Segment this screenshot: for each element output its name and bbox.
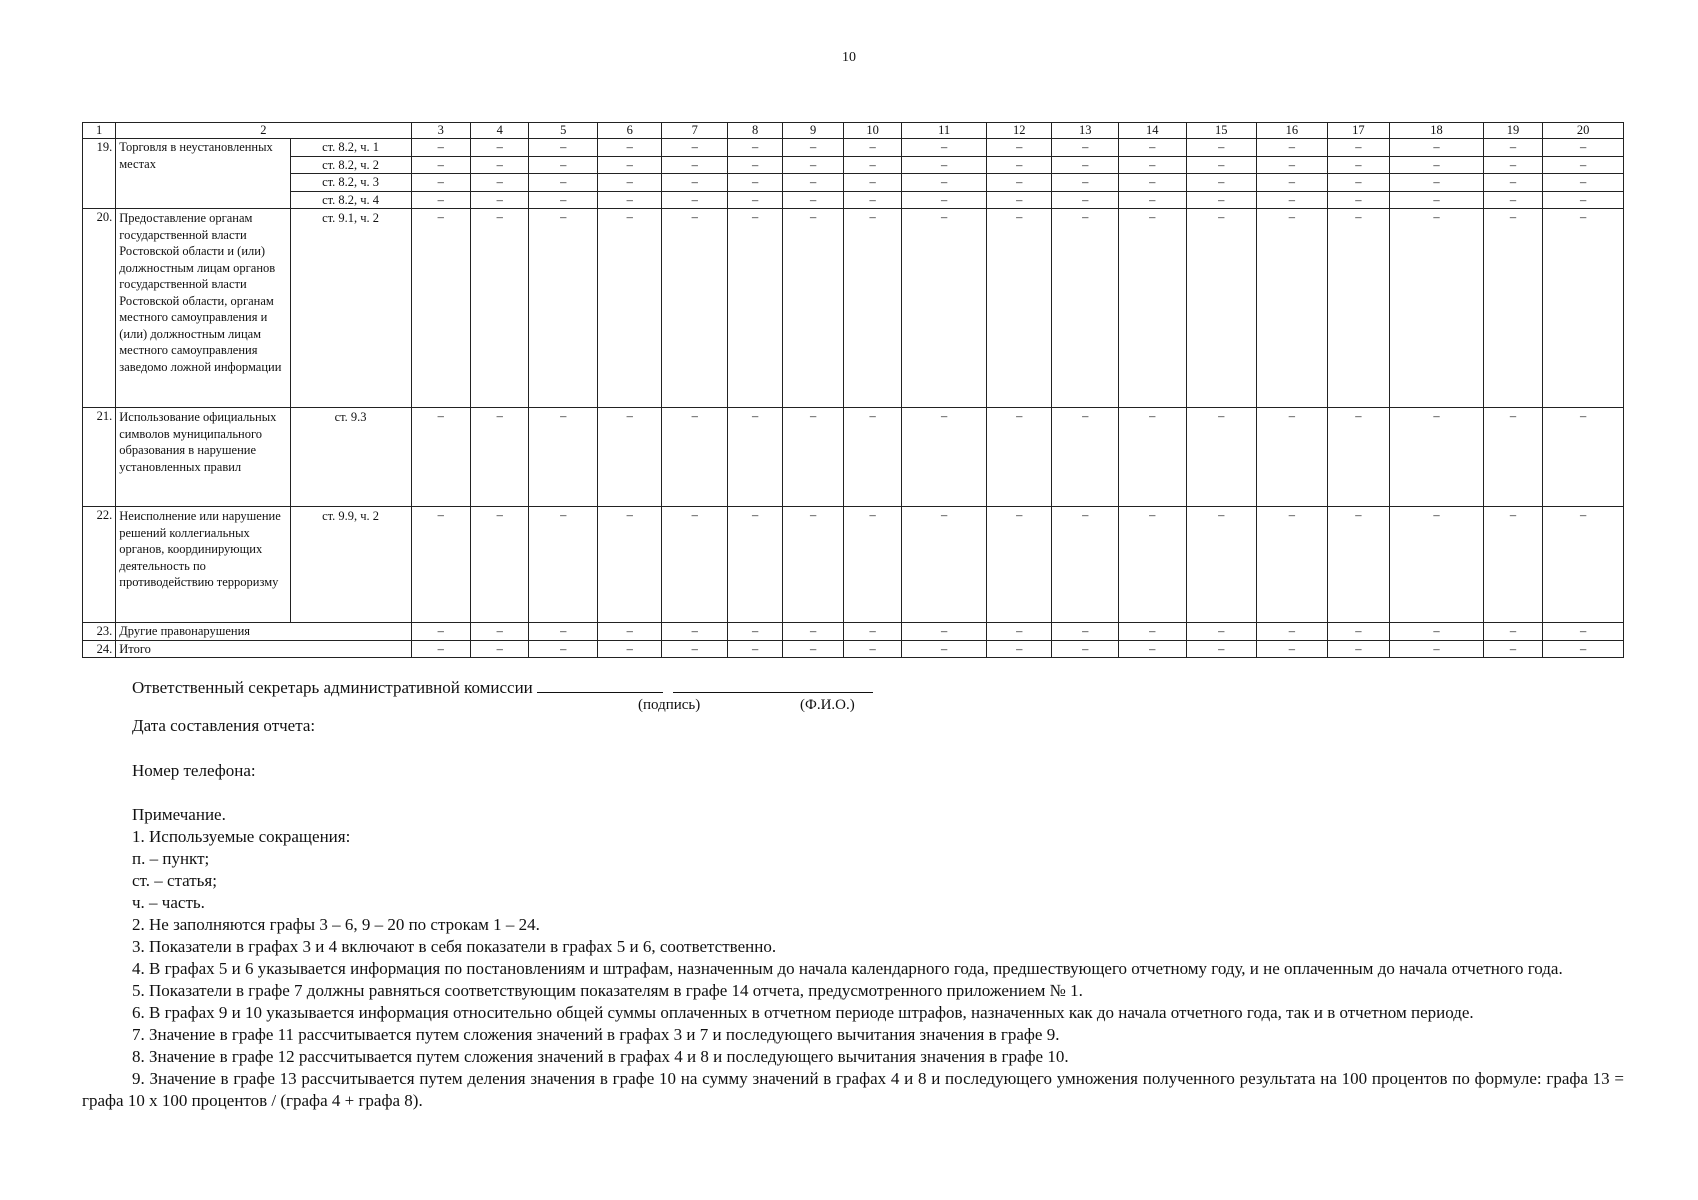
dash-cell: –	[1327, 209, 1389, 408]
dash-cell: –	[1257, 174, 1328, 192]
dash-cell: –	[470, 408, 528, 507]
dash-cell: –	[470, 156, 528, 174]
dash-cell: –	[1186, 640, 1257, 658]
dash-cell: –	[1052, 640, 1119, 658]
abbr-p: п. – пункт;	[132, 849, 210, 868]
header-cell: 20	[1543, 123, 1624, 139]
dash-cell: –	[1327, 507, 1389, 623]
row-name: Итого	[116, 640, 411, 658]
dash-cell: –	[597, 507, 662, 623]
table-row	[83, 408, 1624, 507]
header-cell: 10	[843, 123, 901, 139]
dash-cell: –	[1118, 408, 1186, 507]
dash-cell: –	[1118, 623, 1186, 641]
table-row	[83, 623, 1624, 641]
row-article: ст. 8.2, ч. 2	[290, 156, 411, 174]
dash-cell: –	[783, 623, 843, 641]
dash-cell: –	[662, 156, 728, 174]
dash-cell: –	[1052, 156, 1119, 174]
dash-cell: –	[597, 209, 662, 408]
note-1: 1. Используемые сокращения:	[132, 827, 351, 846]
table-row	[83, 191, 1624, 209]
dash-cell: –	[1257, 408, 1328, 507]
note-5: 5. Показатели в графе 7 должны равняться соответствующим показателям в графе 14 отчета, предусмотренного приложением № 1.	[132, 981, 1083, 1000]
dash-cell: –	[662, 640, 728, 658]
dash-cell: –	[986, 174, 1052, 192]
dash-cell: –	[1052, 623, 1119, 641]
dash-cell: –	[727, 191, 782, 209]
note-4: 4. В графах 5 и 6 указывается информация по постановлениям и штрафам, назначенным до начала календарного года, предшествующего отчетному году, и не оплаченным до начала отчетного года.	[132, 959, 1563, 978]
dash-cell: –	[411, 174, 470, 192]
dash-cell: –	[597, 156, 662, 174]
dash-cell: –	[1483, 209, 1542, 408]
dash-cell: –	[1257, 640, 1328, 658]
dash-cell: –	[843, 209, 901, 408]
abbr-st: ст. – статья;	[132, 871, 217, 890]
dash-cell: –	[986, 507, 1052, 623]
dash-cell: –	[1186, 209, 1257, 408]
dash-cell: –	[1186, 507, 1257, 623]
row-name: Другие правонарушения	[116, 623, 411, 641]
dash-cell: –	[1483, 156, 1542, 174]
dash-cell: –	[662, 623, 728, 641]
dash-cell: –	[411, 191, 470, 209]
dash-cell: –	[1327, 191, 1389, 209]
dash-cell: –	[783, 640, 843, 658]
header-cell: 16	[1257, 123, 1328, 139]
note-9: 9. Значение в графе 13 рассчитывается путем деления значения в графе 10 на сумму значений в графах 4 и 8 и последующего умножения полученного результата на 100 процентов по формуле: графа 13 = графа 10 x 100 процентов / (графа 4 + графа 8).	[82, 1069, 1624, 1110]
page-number: 10	[842, 50, 856, 65]
dash-cell: –	[1052, 139, 1119, 157]
dash-cell: –	[783, 156, 843, 174]
dash-cell: –	[843, 623, 901, 641]
dash-cell: –	[529, 139, 598, 157]
dash-cell: –	[843, 174, 901, 192]
dash-cell: –	[1483, 139, 1542, 157]
dash-cell: –	[783, 139, 843, 157]
dash-cell: –	[411, 640, 470, 658]
dash-cell: –	[727, 507, 782, 623]
dash-cell: –	[1257, 623, 1328, 641]
name-blank	[673, 676, 873, 693]
note-3: 3. Показатели в графах 3 и 4 включают в себя показатели в графах 5 и 6, соответственно.	[132, 937, 777, 956]
dash-cell: –	[529, 640, 598, 658]
dash-cell: –	[1483, 640, 1542, 658]
phone-label: Номер телефона:	[132, 761, 256, 780]
dash-cell: –	[1543, 623, 1624, 641]
row-number: 21.	[83, 408, 116, 507]
dash-cell: –	[470, 623, 528, 641]
dash-cell: –	[986, 408, 1052, 507]
row-number: 22.	[83, 507, 116, 623]
dash-cell: –	[597, 174, 662, 192]
header-cell: 6	[597, 123, 662, 139]
dash-cell: –	[843, 640, 901, 658]
signature-blank	[537, 676, 663, 693]
dash-cell: –	[1118, 640, 1186, 658]
dash-cell: –	[1327, 156, 1389, 174]
dash-cell: –	[1257, 507, 1328, 623]
dash-cell: –	[1543, 174, 1624, 192]
row-article: ст. 8.2, ч. 4	[290, 191, 411, 209]
dash-cell: –	[783, 209, 843, 408]
dash-cell: –	[902, 139, 987, 157]
dash-cell: –	[1118, 174, 1186, 192]
dash-cell: –	[727, 408, 782, 507]
table-row	[83, 174, 1624, 192]
name-caption: (Ф.И.О.)	[800, 697, 855, 713]
dash-cell: –	[1390, 507, 1484, 623]
dash-cell: –	[1483, 191, 1542, 209]
dash-cell: –	[597, 408, 662, 507]
dash-cell: –	[1390, 640, 1484, 658]
dash-cell: –	[529, 408, 598, 507]
dash-cell: –	[1390, 156, 1484, 174]
dash-cell: –	[1483, 623, 1542, 641]
dash-cell: –	[470, 174, 528, 192]
dash-cell: –	[1052, 191, 1119, 209]
dash-cell: –	[986, 139, 1052, 157]
dash-cell: –	[843, 507, 901, 623]
dash-cell: –	[1052, 507, 1119, 623]
dash-cell: –	[529, 623, 598, 641]
dash-cell: –	[1186, 139, 1257, 157]
dash-cell: –	[783, 191, 843, 209]
row-name: Неисполнение или нарушение решений коллегиальных органов, координирующих деятельность по противодействию терроризму	[116, 507, 290, 623]
dash-cell: –	[1186, 174, 1257, 192]
dash-cell: –	[902, 174, 987, 192]
dash-cell: –	[1257, 139, 1328, 157]
header-cell: 18	[1390, 123, 1484, 139]
dash-cell: –	[902, 408, 987, 507]
dash-cell: –	[986, 209, 1052, 408]
dash-cell: –	[597, 640, 662, 658]
header-cell: 19	[1483, 123, 1542, 139]
dash-cell: –	[727, 209, 782, 408]
dash-cell: –	[662, 507, 728, 623]
dash-cell: –	[1543, 408, 1624, 507]
row-number: 23.	[83, 623, 116, 641]
header-cell: 2	[116, 123, 411, 139]
dash-cell: –	[902, 640, 987, 658]
signature-label: Ответственный секретарь административной комиссии	[132, 678, 533, 697]
dash-cell: –	[1543, 191, 1624, 209]
dash-cell: –	[843, 156, 901, 174]
report-table	[82, 122, 1624, 658]
dash-cell: –	[1543, 640, 1624, 658]
header-cell: 7	[662, 123, 728, 139]
dash-cell: –	[1052, 408, 1119, 507]
row-article: ст. 8.2, ч. 3	[290, 174, 411, 192]
dash-cell: –	[1543, 156, 1624, 174]
dash-cell: –	[662, 408, 728, 507]
note-8: 8. Значение в графе 12 рассчитывается путем сложения значений в графах 4 и 8 и последующего вычитания значения в графе 10.	[132, 1047, 1069, 1066]
dash-cell: –	[411, 139, 470, 157]
dash-cell: –	[986, 191, 1052, 209]
table-row	[83, 156, 1624, 174]
dash-cell: –	[902, 156, 987, 174]
row-name: Использование официальных символов муниципального образования в нарушение установленных правил	[116, 408, 290, 507]
dash-cell: –	[1483, 507, 1542, 623]
dash-cell: –	[1327, 408, 1389, 507]
dash-cell: –	[843, 139, 901, 157]
dash-cell: –	[843, 408, 901, 507]
dash-cell: –	[1052, 174, 1119, 192]
header-cell: 11	[902, 123, 987, 139]
header-cell: 5	[529, 123, 598, 139]
header-cell: 3	[411, 123, 470, 139]
dash-cell: –	[986, 156, 1052, 174]
dash-cell: –	[529, 507, 598, 623]
row-number: 24.	[83, 640, 116, 658]
table-header-row	[83, 123, 1624, 139]
dash-cell: –	[1186, 156, 1257, 174]
dash-cell: –	[1543, 139, 1624, 157]
dash-cell: –	[1390, 139, 1484, 157]
note-7: 7. Значение в графе 11 рассчитывается путем сложения значений в графах 3 и 7 и последующего вычитания значения в графе 9.	[132, 1025, 1060, 1044]
dash-cell: –	[1327, 139, 1389, 157]
row-name: Предоставление органам государственной власти Ростовской области и (или) должностным лицам органов государственной власти Ростовской области, органам местного самоуправления и (или) должностным лицам местного самоуправления заведомо ложной информации	[116, 209, 290, 408]
dash-cell: –	[1390, 174, 1484, 192]
notes-section	[82, 804, 1624, 1112]
dash-cell: –	[1327, 623, 1389, 641]
dash-cell: –	[1327, 640, 1389, 658]
dash-cell: –	[1052, 209, 1119, 408]
notes-title: Примечание.	[132, 805, 226, 824]
dash-cell: –	[470, 139, 528, 157]
dash-cell: –	[662, 174, 728, 192]
dash-cell: –	[662, 209, 728, 408]
dash-cell: –	[902, 209, 987, 408]
table-row	[83, 139, 1624, 157]
signature-line	[132, 676, 873, 698]
dash-cell: –	[783, 408, 843, 507]
dash-cell: –	[902, 623, 987, 641]
dash-cell: –	[986, 640, 1052, 658]
dash-cell: –	[986, 623, 1052, 641]
header-cell: 8	[727, 123, 782, 139]
table-row	[83, 507, 1624, 623]
dash-cell: –	[1186, 408, 1257, 507]
dash-cell: –	[1118, 507, 1186, 623]
dash-cell: –	[1483, 408, 1542, 507]
dash-cell: –	[1257, 191, 1328, 209]
row-name: Торговля в неустановленных местах	[116, 139, 290, 209]
dash-cell: –	[470, 191, 528, 209]
dash-cell: –	[411, 408, 470, 507]
dash-cell: –	[1327, 174, 1389, 192]
dash-cell: –	[1257, 209, 1328, 408]
dash-cell: –	[1390, 623, 1484, 641]
dash-cell: –	[902, 191, 987, 209]
dash-cell: –	[727, 640, 782, 658]
row-article: ст. 9.9, ч. 2	[290, 507, 411, 623]
dash-cell: –	[529, 209, 598, 408]
table-row	[83, 209, 1624, 408]
row-article: ст. 9.3	[290, 408, 411, 507]
dash-cell: –	[727, 174, 782, 192]
dash-cell: –	[470, 507, 528, 623]
dash-cell: –	[597, 139, 662, 157]
sign-caption: (подпись)	[638, 697, 701, 713]
header-cell: 9	[783, 123, 843, 139]
dash-cell: –	[597, 191, 662, 209]
dash-cell: –	[1186, 623, 1257, 641]
dash-cell: –	[411, 623, 470, 641]
dash-cell: –	[727, 623, 782, 641]
dash-cell: –	[1257, 156, 1328, 174]
row-number: 20.	[83, 209, 116, 408]
dash-cell: –	[1186, 191, 1257, 209]
dash-cell: –	[783, 174, 843, 192]
dash-cell: –	[902, 507, 987, 623]
dash-cell: –	[470, 209, 528, 408]
dash-cell: –	[529, 156, 598, 174]
row-article: ст. 8.2, ч. 1	[290, 139, 411, 157]
dash-cell: –	[1118, 156, 1186, 174]
header-cell: 12	[986, 123, 1052, 139]
dash-cell: –	[1390, 209, 1484, 408]
table-row	[83, 640, 1624, 658]
dash-cell: –	[662, 191, 728, 209]
dash-cell: –	[1390, 408, 1484, 507]
dash-cell: –	[411, 507, 470, 623]
dash-cell: –	[597, 623, 662, 641]
dash-cell: –	[1543, 507, 1624, 623]
note-6: 6. В графах 9 и 10 указывается информация относительно общей суммы оплаченных в отчетном периоде штрафов, назначенных как до начала отчетного года, так и в отчетном периоде.	[132, 1003, 1474, 1022]
header-cell: 17	[1327, 123, 1389, 139]
dash-cell: –	[529, 191, 598, 209]
dash-cell: –	[411, 209, 470, 408]
dash-cell: –	[783, 507, 843, 623]
dash-cell: –	[529, 174, 598, 192]
dash-cell: –	[1390, 191, 1484, 209]
dash-cell: –	[411, 156, 470, 174]
row-article: ст. 9.1, ч. 2	[290, 209, 411, 408]
date-label: Дата составления отчета:	[132, 716, 316, 735]
row-number: 19.	[83, 139, 116, 209]
note-2: 2. Не заполняются графы 3 – 6, 9 – 20 по строкам 1 – 24.	[132, 915, 540, 934]
dash-cell: –	[1118, 139, 1186, 157]
dash-cell: –	[1543, 209, 1624, 408]
abbr-ch: ч. – часть.	[132, 893, 205, 912]
dash-cell: –	[843, 191, 901, 209]
dash-cell: –	[1118, 191, 1186, 209]
header-cell: 1	[83, 123, 116, 139]
header-cell: 15	[1186, 123, 1257, 139]
dash-cell: –	[662, 139, 728, 157]
dash-cell: –	[727, 156, 782, 174]
dash-cell: –	[1483, 174, 1542, 192]
header-cell: 4	[470, 123, 528, 139]
header-cell: 14	[1118, 123, 1186, 139]
dash-cell: –	[1118, 209, 1186, 408]
dash-cell: –	[727, 139, 782, 157]
header-cell: 13	[1052, 123, 1119, 139]
dash-cell: –	[470, 640, 528, 658]
